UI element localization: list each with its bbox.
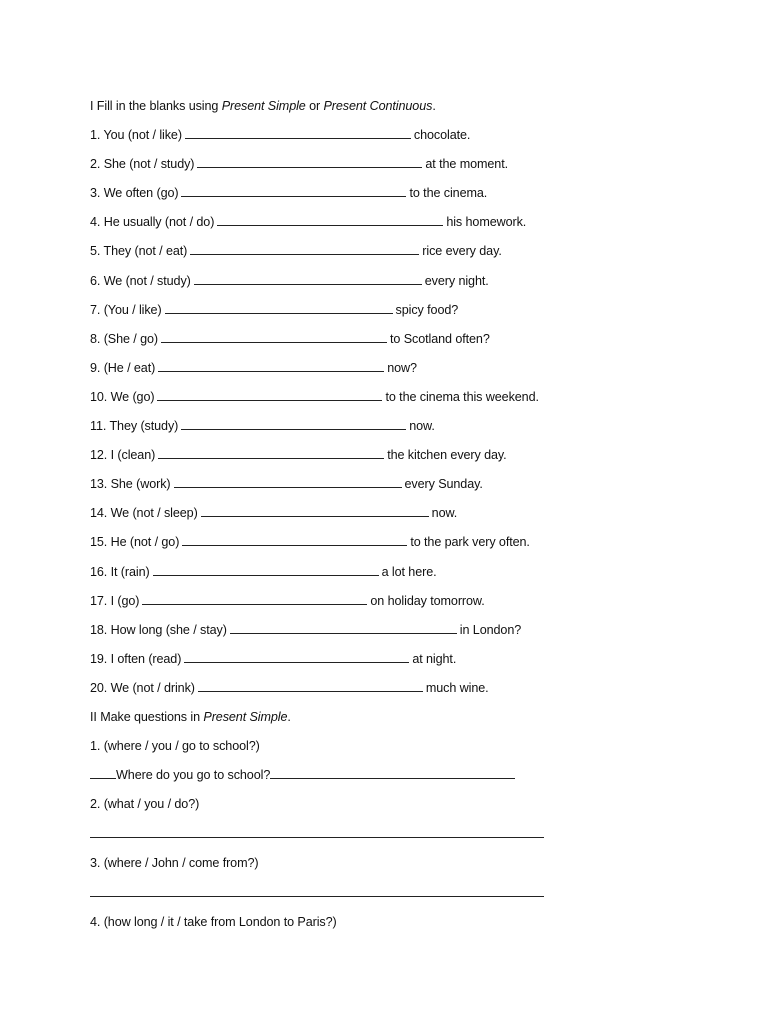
answer-blank[interactable]	[198, 680, 423, 692]
fill-in-item	[90, 645, 730, 674]
answer-blank[interactable]	[165, 302, 393, 314]
item-prompt: 14. We (not / sleep)	[90, 506, 198, 521]
answer-blank[interactable]	[181, 418, 406, 430]
answer-blank[interactable]	[201, 505, 429, 517]
item-continuation: rice every day.	[422, 244, 502, 259]
item-prompt: 6. We (not / study)	[90, 273, 191, 288]
item-continuation: the kitchen every day.	[387, 448, 507, 463]
section1-heading-tense1: Present Simple	[221, 99, 306, 113]
answer-blank[interactable]	[230, 622, 457, 634]
item-prompt: 7. (You / like)	[90, 302, 162, 317]
section2-heading	[90, 703, 730, 732]
item-continuation: to the park very often.	[410, 535, 530, 550]
fill-in-item	[90, 616, 730, 645]
section1-heading-tense2: Present Continuous	[323, 99, 433, 113]
sample-answer-text: Where do you go to school?	[116, 768, 271, 783]
section2-heading-text: II Make questions in	[90, 709, 204, 724]
answer-blank[interactable]	[190, 243, 419, 255]
fill-in-item	[90, 267, 730, 296]
fill-in-item	[90, 528, 730, 557]
answer-blank[interactable]	[181, 185, 406, 197]
item-continuation: to the cinema this weekend.	[385, 389, 539, 404]
question-1: 1. (where / you / go to school?)	[90, 739, 260, 754]
item-prompt: 4. He usually (not / do)	[90, 215, 215, 230]
item-continuation: now.	[431, 506, 458, 521]
item-prompt: 15. He (not / go)	[90, 535, 180, 550]
item-continuation: spicy food?	[395, 302, 459, 317]
fill-in-item	[90, 499, 730, 528]
answer-blank[interactable]	[194, 273, 422, 285]
item-prompt: 13. She (work)	[90, 477, 171, 492]
answer-blank[interactable]	[182, 534, 407, 546]
answer-blank[interactable]	[185, 127, 411, 139]
fill-in-item	[90, 150, 730, 179]
item-prompt: 20. We (not / drink)	[90, 680, 195, 695]
fill-in-item	[90, 674, 730, 703]
item-prompt: 19. I often (read)	[90, 651, 182, 666]
question-4: 4. (how long / it / take from London to Paris?)	[90, 915, 337, 930]
answer-blank[interactable]	[153, 564, 379, 576]
answer-line-2[interactable]	[90, 819, 544, 838]
item-prompt: 5. They (not / eat)	[90, 244, 188, 259]
worksheet	[90, 92, 730, 938]
answer-blank[interactable]	[157, 389, 382, 401]
item-prompt: 12. I (clean)	[90, 448, 156, 463]
item-prompt: 9. (He / eat)	[90, 360, 156, 375]
item-prompt: 11. They (study)	[90, 419, 179, 434]
item-prompt: 10. We (go)	[90, 389, 155, 404]
item-continuation: to Scotland often?	[390, 331, 490, 346]
answer-blank[interactable]	[158, 447, 384, 459]
fill-in-item	[90, 296, 730, 325]
fill-in-item	[90, 325, 730, 354]
fill-in-item	[90, 179, 730, 208]
item-continuation: at night.	[412, 651, 457, 666]
item-continuation: at the moment.	[425, 157, 509, 172]
sample-blank-lead	[90, 767, 116, 779]
item-prompt: 3. We often (go)	[90, 186, 179, 201]
item-prompt: 1. You (not / like)	[90, 128, 182, 143]
section2-heading-period: .	[287, 709, 291, 724]
answer-blank[interactable]	[142, 593, 367, 605]
question-2: 2. (what / you / do?)	[90, 797, 200, 812]
section1-heading-period: .	[432, 99, 436, 113]
item-prompt: 2. She (not / study)	[90, 157, 195, 172]
fill-in-item	[90, 383, 730, 412]
section2-heading-tense: Present Simple	[203, 709, 288, 724]
fill-in-item	[90, 121, 730, 150]
item-continuation: now.	[409, 419, 435, 434]
section1-heading	[90, 92, 730, 121]
answer-blank[interactable]	[161, 331, 387, 343]
question-1-sample-answer	[90, 761, 730, 790]
question-3: 3. (where / John / come from?)	[90, 856, 259, 871]
answer-line-3[interactable]	[90, 878, 544, 897]
fill-in-item	[90, 587, 730, 616]
fill-in-item	[90, 470, 730, 499]
item-continuation: every night.	[424, 273, 489, 288]
item-continuation: every Sunday.	[404, 477, 483, 492]
fill-in-item	[90, 412, 730, 441]
item-continuation: a lot here.	[381, 564, 437, 579]
fill-in-item	[90, 441, 730, 470]
section1-heading-text: I Fill in the blanks using	[90, 99, 222, 113]
item-continuation: his homework.	[446, 215, 527, 230]
item-prompt: 18. How long (she / stay)	[90, 622, 227, 637]
item-prompt: 17. I (go)	[90, 593, 140, 608]
item-continuation: in London?	[459, 622, 522, 637]
fill-in-item	[90, 354, 730, 383]
answer-blank[interactable]	[197, 156, 422, 168]
item-continuation: chocolate.	[413, 128, 471, 143]
answer-blank[interactable]	[217, 214, 443, 226]
fill-in-list	[90, 121, 730, 703]
answer-blank[interactable]	[184, 651, 409, 663]
item-continuation: much wine.	[425, 680, 489, 695]
fill-in-item	[90, 208, 730, 237]
fill-in-item	[90, 558, 730, 587]
item-continuation: now?	[387, 360, 417, 375]
answer-blank[interactable]	[174, 476, 402, 488]
sample-blank-tail	[270, 767, 515, 779]
answer-blank[interactable]	[158, 360, 384, 372]
item-prompt: 16. It (rain)	[90, 564, 150, 579]
fill-in-item	[90, 237, 730, 266]
section1-heading-or: or	[305, 99, 324, 113]
item-continuation: to the cinema.	[409, 186, 488, 201]
item-continuation: on holiday tomorrow.	[370, 593, 485, 608]
item-prompt: 8. (She / go)	[90, 331, 159, 346]
